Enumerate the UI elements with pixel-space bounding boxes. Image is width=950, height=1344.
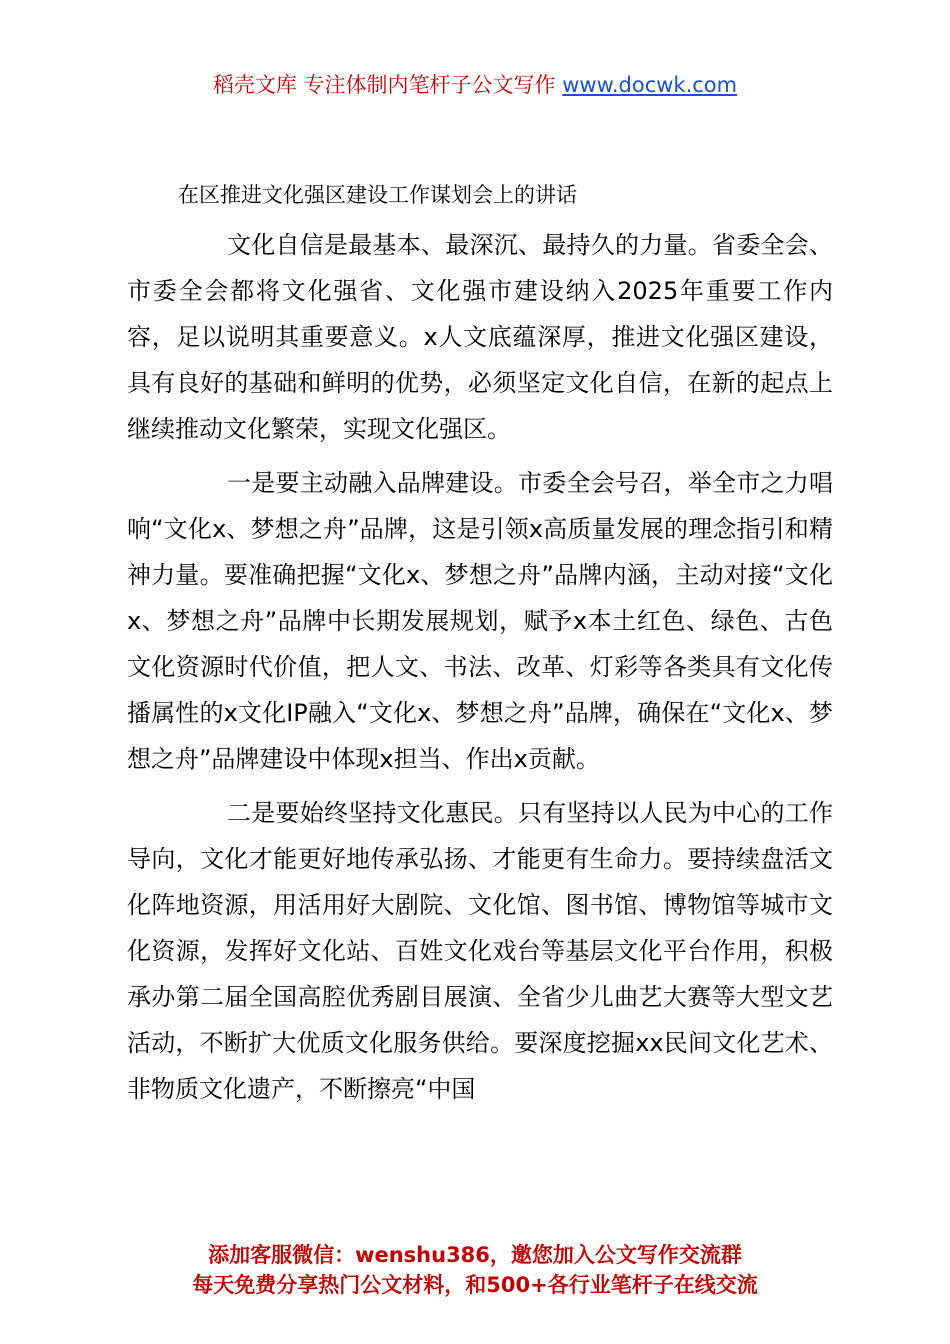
page-footer: [0, 1240, 950, 1300]
page-header: [0, 70, 950, 100]
footer-share-line: 每天免费分享热门公文材料，和500+各行业笔杆子在线交流: [192, 1273, 758, 1297]
body-paragraph: 一是要主动融入品牌建设。市委全会号召，举全市之力唱响“文化x、梦想之舟”品牌，这是引领x高质量发展的理念指引和精神力量。要准确把握“文化x、梦想之舟”品牌内涵，主动对接“文化x、梦想之舟”品牌中长期发展规划，赋予x本土红色、绿色、古色文化资源时代价值，把人文、书法、改革、灯彩等各类具有文化传播属性的x文化IP融入“文化x、梦想之舟”品牌，确保在“文化x、梦想之舟”品牌建设中体现x担当、作出x贡献。: [127, 469, 833, 773]
header-brand-text: 稻壳文库 专注体制内笔杆子公文写作: [212, 73, 556, 97]
document-title: 在区推进文化强区建设工作谋划会上的讲话: [178, 183, 577, 207]
footer-wechat-line: 添加客服微信：wenshu386，邀您加入公文写作交流群: [208, 1243, 742, 1267]
body-paragraph: 二是要始终坚持文化惠民。只有坚持以人民为中心的工作导向，文化才能更好地传承弘扬、才能更有生命力。要持续盘活文化阵地资源，用活用好大剧院、文化馆、图书馆、博物馆等城市文化资源，发挥好文化站、百姓文化戏台等基层文化平台作用，积极承办第二届全国高腔优秀剧目展演、全省少儿曲艺大赛等大型文艺活动，不断扩大优质文化服务供给。要深度挖掘xx民间文化艺术、非物质文化遗产，不断擦亮“中国: [127, 799, 833, 1103]
document-body: [127, 222, 833, 1120]
body-paragraph: 文化自信是最基本、最深沉、最持久的力量。省委全会、市委全会都将文化强省、文化强市建设纳入2025年重要工作内容，足以说明其重要意义。x人文底蕴深厚，推进文化强区建设，具有良好的基础和鲜明的优势，必须坚定文化自信，在新的起点上继续推动文化繁荣，实现文化强区。: [127, 231, 833, 443]
header-website-link[interactable]: www.docwk.com: [562, 73, 738, 97]
